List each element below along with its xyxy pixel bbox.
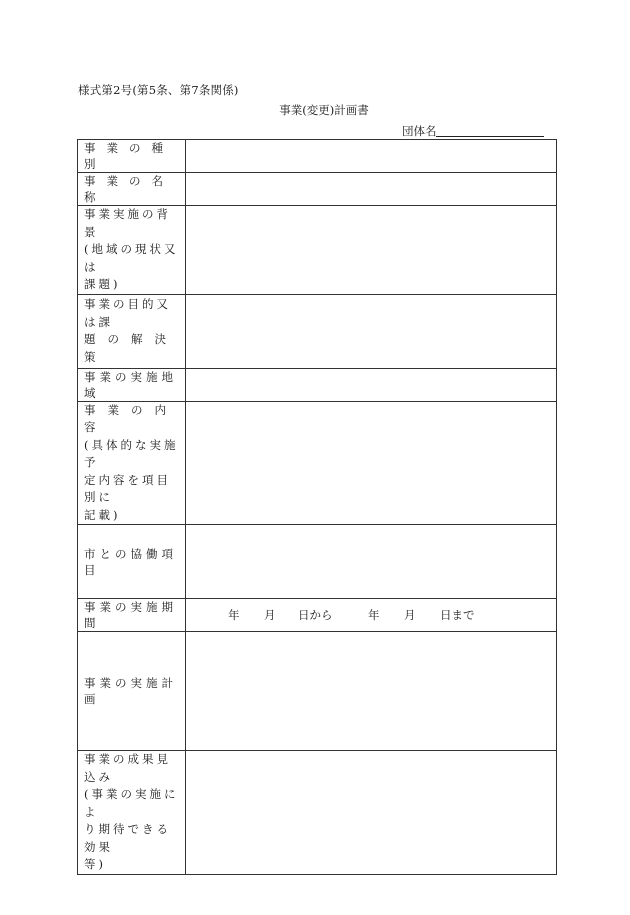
- label-cell: [78, 173, 186, 206]
- period-label: 事業の実施期間: [84, 600, 177, 630]
- background-line: (地域の現状又は: [84, 242, 179, 274]
- name-label: 事業の名称: [84, 174, 174, 204]
- period-year-from: 年: [228, 608, 240, 622]
- purpose-field[interactable]: [186, 294, 557, 368]
- outcome-line: り期待できる効果: [84, 822, 171, 854]
- period-field[interactable]: [186, 599, 557, 632]
- row-plan: [78, 632, 557, 751]
- org-label: 団体名: [402, 124, 437, 138]
- background-line: 事業実施の背景: [84, 207, 171, 239]
- outcome-line: 事業の成果見込み: [84, 752, 171, 784]
- outcome-line: (事業の実施によ: [84, 787, 179, 819]
- outcome-line: 等): [84, 857, 106, 871]
- content-line: (具体的な実施予: [84, 437, 179, 469]
- name-field[interactable]: [186, 173, 557, 206]
- row-name: [78, 173, 557, 206]
- outcome-field[interactable]: [186, 751, 557, 875]
- type-label: 事業の種別: [84, 141, 174, 171]
- label-cell: [78, 525, 186, 599]
- label-cell: [78, 294, 186, 368]
- plan-field[interactable]: [186, 632, 557, 751]
- background-line: 課題): [84, 277, 121, 291]
- label-cell: [78, 140, 186, 173]
- type-field[interactable]: [186, 140, 557, 173]
- row-content: [78, 401, 557, 525]
- period-day-to: 日まで: [440, 608, 475, 622]
- content-label: [78, 402, 185, 525]
- cooperation-label: 市との協働項目: [84, 546, 177, 577]
- row-purpose: [78, 294, 557, 368]
- plan-table: [77, 139, 557, 875]
- purpose-line: 事業の目的又は課: [84, 297, 171, 329]
- period-year-to: 年: [368, 608, 380, 622]
- row-period: [78, 599, 557, 632]
- content-line: 事業の内容: [84, 402, 178, 434]
- period-month-from: 月: [264, 608, 276, 622]
- cooperation-field[interactable]: [186, 525, 557, 599]
- area-field[interactable]: [186, 368, 557, 401]
- outcome-label: [78, 751, 185, 874]
- period-day-from: 日から: [298, 608, 333, 622]
- period-text: [186, 607, 556, 623]
- row-background: [78, 206, 557, 295]
- label-cell: [78, 368, 186, 401]
- form-number: 様式第2号(第5条、第7条関係): [78, 83, 239, 97]
- area-label: 事業の実施地域: [84, 369, 177, 400]
- background-field[interactable]: [186, 206, 557, 295]
- label-cell: [78, 632, 186, 751]
- content-line: 定内容を項目別に: [84, 472, 171, 504]
- label-cell: [78, 751, 186, 875]
- background-label: [78, 206, 185, 294]
- content-line: 記載): [84, 507, 121, 522]
- document-title: 事業(変更)計画書: [279, 103, 369, 117]
- label-cell: [78, 206, 186, 295]
- purpose-line: 題の解決策: [84, 332, 178, 364]
- row-cooperation: [78, 525, 557, 599]
- org-name-line[interactable]: [436, 136, 544, 137]
- row-area: [78, 368, 557, 401]
- row-type: [78, 140, 557, 173]
- row-outcome: [78, 751, 557, 875]
- period-month-to: 月: [404, 608, 416, 622]
- label-cell: [78, 401, 186, 525]
- purpose-label: [78, 296, 185, 366]
- plan-label: 事業の実施計画: [84, 676, 177, 706]
- label-cell: [78, 599, 186, 632]
- content-field[interactable]: [186, 401, 557, 525]
